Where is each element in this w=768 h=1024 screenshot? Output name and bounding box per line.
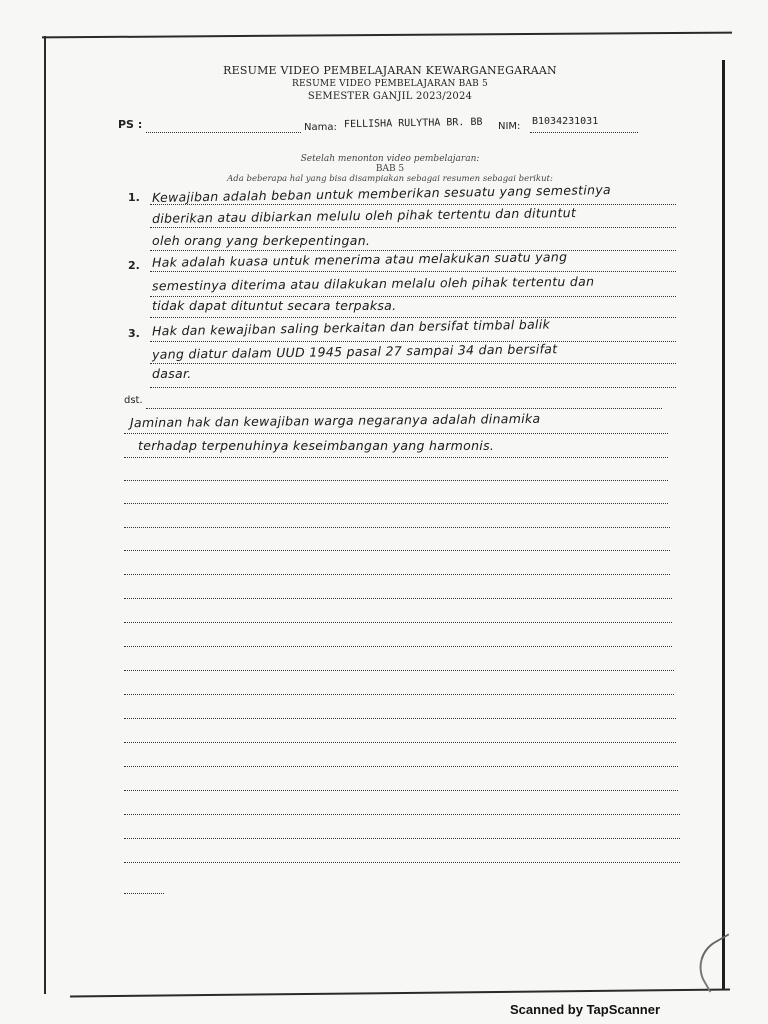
ruled-line — [124, 838, 680, 839]
item-number-1: 1. — [128, 191, 140, 204]
page-edge-bottom — [70, 989, 730, 998]
name-label: Nama: — [304, 122, 337, 133]
item-2-line-1: Hak adalah kuasa untuk menerima atau melakukan suatu yang — [151, 249, 568, 270]
item-1-line-3: oleh orang yang berkepentingan. — [152, 233, 371, 248]
document-semester: SEMESTER GANJIL 2023/2024 — [307, 91, 473, 102]
document-title: RESUME VIDEO PEMBELAJARAN KEWARGANEGARAAN — [223, 64, 557, 77]
ruled-line — [124, 480, 668, 481]
ruled-line — [124, 574, 670, 575]
ruled-line — [124, 742, 676, 743]
nim-value: B1034231031 — [532, 116, 599, 127]
ruled-line — [150, 296, 676, 297]
ruled-line — [124, 527, 670, 528]
dst-line-2: terhadap terpenuhinya keseimbangan yang harmonis. — [138, 438, 495, 453]
ruled-line — [124, 694, 674, 695]
identity-line — [118, 118, 648, 138]
item-number-2: 2. — [128, 259, 140, 272]
item-3-line-2: yang diatur dalam UUD 1945 pasal 27 sampai 34 dan bersifat — [151, 341, 558, 362]
page-edge-right — [722, 60, 725, 990]
ps-label: PS : — [118, 118, 143, 131]
ruled-line — [124, 670, 674, 671]
ruled-line — [146, 408, 662, 409]
intro-line-1: Setelah menonton video pembelajaran: — [300, 154, 480, 164]
ruled-line-short — [124, 893, 164, 894]
ruled-line — [124, 503, 668, 504]
ruled-line — [150, 387, 676, 388]
page-edge-top — [42, 32, 732, 39]
scanner-watermark: Scanned by TapScanner — [510, 1002, 661, 1017]
ruled-line — [150, 204, 676, 205]
ruled-line — [124, 550, 670, 551]
item-number-3: 3. — [128, 327, 140, 340]
document-header — [150, 64, 630, 104]
ps-dotted-field — [146, 120, 301, 133]
item-3-line-3: dasar. — [152, 366, 192, 381]
intro-bab: BAB 5 — [375, 164, 405, 174]
ruled-line — [124, 862, 680, 863]
ruled-line — [150, 317, 676, 318]
ruled-line — [124, 718, 676, 719]
ruled-line — [150, 271, 676, 272]
ruled-line — [124, 433, 668, 434]
intro-line-3: Ada beberapa hal yang bisa disampiakan sebagai resumen sebagai berikut: — [227, 174, 553, 184]
name-value: FELLISHA RULYTHA BR. BB — [343, 116, 483, 131]
ruled-line — [124, 622, 672, 623]
dst-line-1: Jaminan hak dan kewajiban warga negaranya adalah dinamika — [129, 410, 541, 431]
item-2-line-2: semestinya diterima atau dilakukan melalu oleh pihak tertentu dan — [151, 273, 595, 294]
nim-label: NIM: — [498, 121, 521, 132]
ruled-line — [150, 363, 676, 364]
ruled-line — [150, 341, 676, 342]
item-2-line-3: tidak dapat dituntut secara terpaksa. — [152, 298, 397, 313]
dst-label: dst. — [124, 395, 143, 406]
item-3-line-1: Hak dan kewajiban saling berkaitan dan bersifat timbal balik — [151, 316, 551, 339]
ruled-line — [124, 814, 680, 815]
ruled-line — [124, 790, 678, 791]
page-edge-left — [44, 36, 46, 994]
ruled-line — [124, 766, 678, 767]
ruled-line — [124, 646, 672, 647]
ruled-line — [150, 227, 676, 228]
ruled-line — [124, 457, 668, 458]
ruled-line — [124, 598, 672, 599]
item-1-line-1: Kewajiban adalah beban untuk memberikan sesuatu yang semestinya — [151, 181, 612, 206]
intro-text — [150, 154, 630, 184]
document-subtitle: RESUME VIDEO PEMBELAJARAN BAB 5 — [292, 79, 488, 89]
page-fold-corner — [689, 933, 750, 992]
item-1-line-2: diberikan atau dibiarkan melulu oleh pihak tertentu dan dituntut — [151, 205, 577, 226]
nim-dotted-field — [530, 120, 638, 133]
